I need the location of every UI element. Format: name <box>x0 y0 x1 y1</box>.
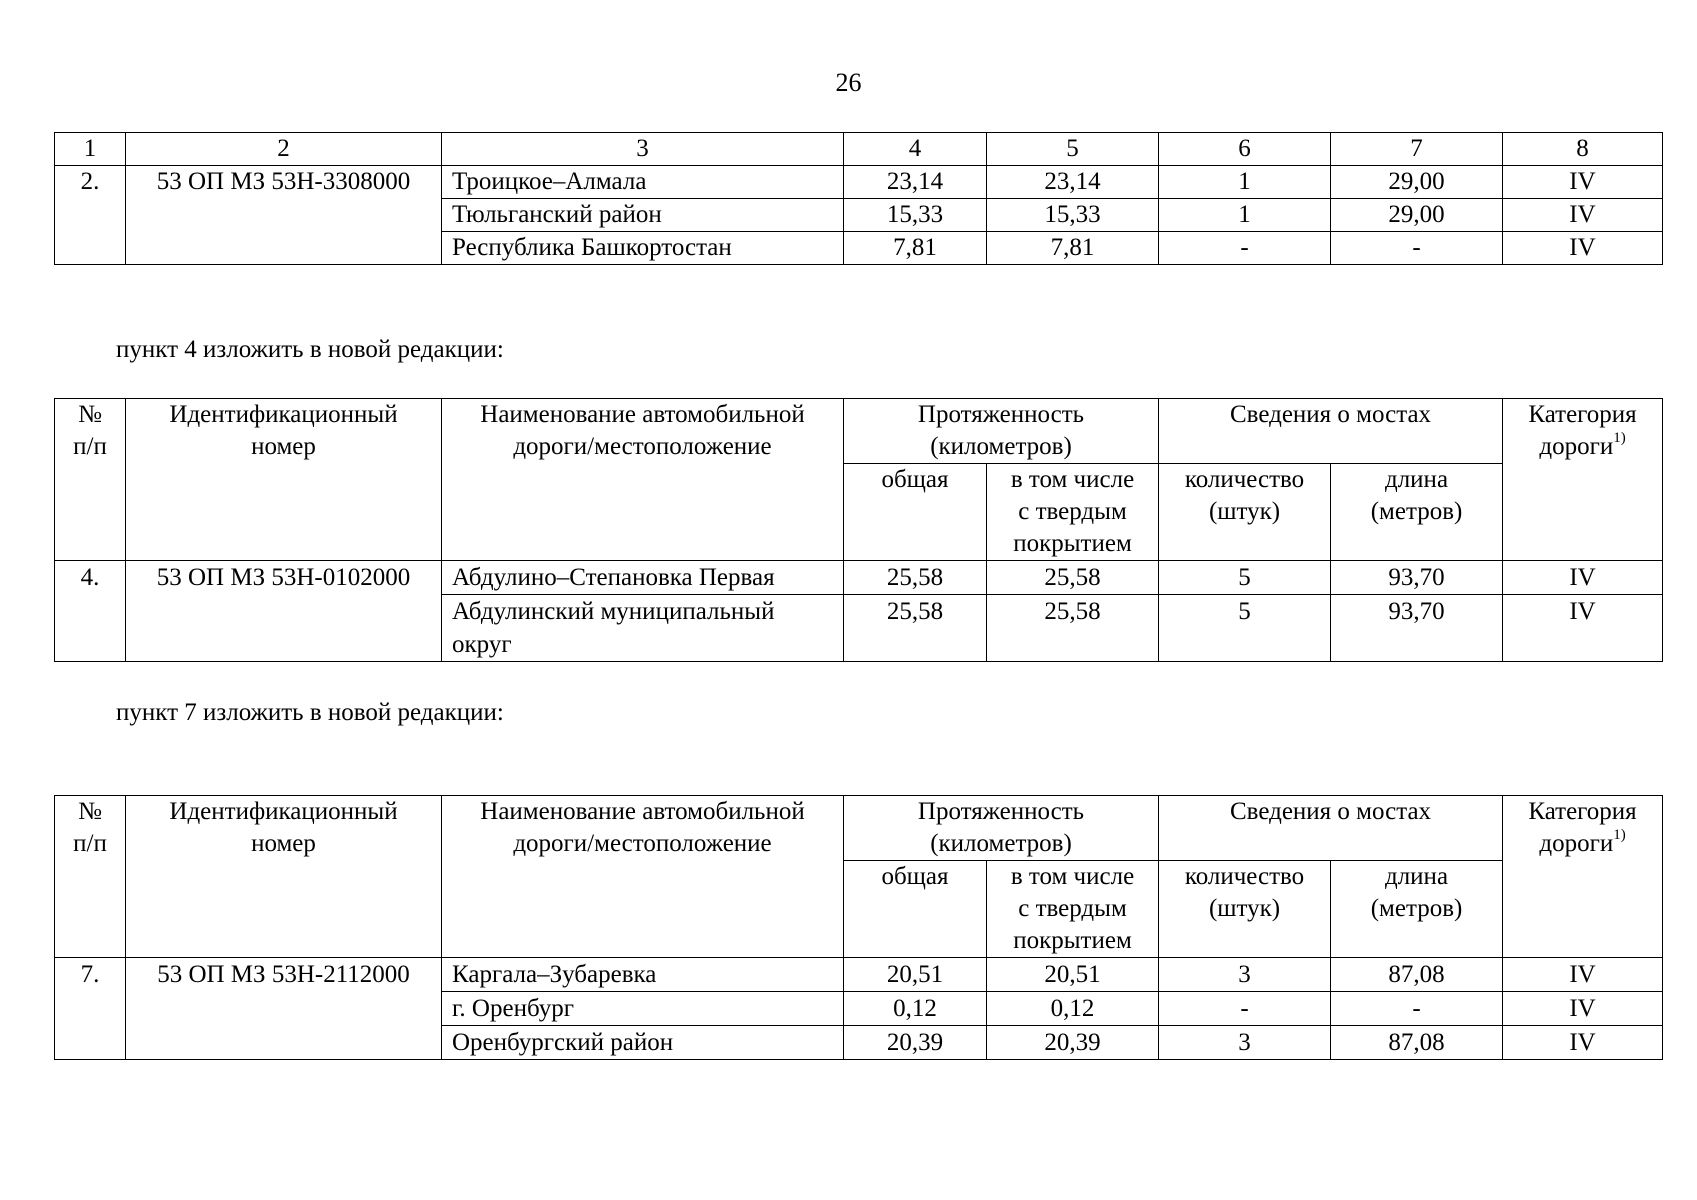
bridge-length: - <box>1331 232 1503 265</box>
col-number: 6 <box>1159 133 1331 166</box>
bridge-count: 3 <box>1159 958 1331 992</box>
col-number: 1 <box>55 133 126 166</box>
length-hard: 20,39 <box>987 1026 1159 1060</box>
header-row <box>55 796 1663 861</box>
road-name: Тюльганский район <box>442 199 844 232</box>
table-row <box>55 561 1663 595</box>
length-hard: 15,33 <box>987 199 1159 232</box>
header-number: № п/п <box>55 796 126 958</box>
length-total: 7,81 <box>844 232 987 265</box>
road-id: 53 ОП МЗ 53Н-2112000 <box>126 958 442 1060</box>
row-number: 2. <box>55 166 126 265</box>
row-number: 7. <box>55 958 126 1060</box>
col-number: 2 <box>126 133 442 166</box>
bridge-length: 93,70 <box>1331 561 1503 595</box>
header-length-total: общая <box>844 464 987 561</box>
table-row <box>55 958 1663 992</box>
header-bridge-length: длина (метров) <box>1331 861 1503 958</box>
length-hard: 7,81 <box>987 232 1159 265</box>
header-category: Категория дороги$^{1)}$ <box>1503 399 1663 561</box>
bridge-length: 87,08 <box>1331 1026 1503 1060</box>
bridge-count: 5 <box>1159 561 1331 595</box>
bridge-length: 87,08 <box>1331 958 1503 992</box>
road-category: IV <box>1503 1026 1663 1060</box>
header-category: Категория дороги$^{1)}$ <box>1503 796 1663 958</box>
bridge-length: - <box>1331 992 1503 1026</box>
road-name: Троицкое–Алмала <box>442 166 844 199</box>
table-row <box>55 166 1663 199</box>
bridge-count: - <box>1159 992 1331 1026</box>
header-id: Идентификационный номер <box>126 399 442 561</box>
header-length: Протяженность (километров) <box>844 399 1159 464</box>
length-hard: 23,14 <box>987 166 1159 199</box>
header-road-name: Наименование автомобильной дороги/местоположение <box>442 796 844 958</box>
instruction-point-4: пункт 4 изложить в новой редакции: <box>116 336 504 363</box>
road-category: IV <box>1503 992 1663 1026</box>
road-name: г. Оренбург <box>442 992 844 1026</box>
length-total: 20,51 <box>844 958 987 992</box>
road-name: Республика Башкортостан <box>442 232 844 265</box>
road-name: Каргала–Зубаревка <box>442 958 844 992</box>
instruction-point-7: пункт 7 изложить в новой редакции: <box>116 699 504 726</box>
road-category: IV <box>1503 958 1663 992</box>
road-name: Оренбургский район <box>442 1026 844 1060</box>
road-name: Абдулино–Степановка Первая <box>442 561 844 595</box>
road-category: IV <box>1503 561 1663 595</box>
road-category: IV <box>1503 166 1663 199</box>
table-road-4 <box>54 398 1663 662</box>
col-number: 3 <box>442 133 844 166</box>
road-id: 53 ОП МЗ 53Н-3308000 <box>126 166 442 265</box>
length-total: 25,58 <box>844 595 987 662</box>
road-category: IV <box>1503 199 1663 232</box>
table-road-7 <box>54 795 1663 1060</box>
bridge-count: 1 <box>1159 199 1331 232</box>
table-road-2 <box>54 132 1663 265</box>
header-bridges: Сведения о мостах <box>1159 399 1503 464</box>
road-category: IV <box>1503 595 1663 662</box>
header-bridges: Сведения о мостах <box>1159 796 1503 861</box>
header-road-name: Наименование автомобильной дороги/местоположение <box>442 399 844 561</box>
length-hard: 25,58 <box>987 561 1159 595</box>
bridge-count: 1 <box>1159 166 1331 199</box>
bridge-length: 93,70 <box>1331 595 1503 662</box>
header-id: Идентификационный номер <box>126 796 442 958</box>
header-bridge-length: длина (метров) <box>1331 464 1503 561</box>
bridge-count: 3 <box>1159 1026 1331 1060</box>
length-total: 25,58 <box>844 561 987 595</box>
col-number: 7 <box>1331 133 1503 166</box>
road-id: 53 ОП МЗ 53Н-0102000 <box>126 561 442 662</box>
length-total: 15,33 <box>844 199 987 232</box>
page-number: 26 <box>835 68 862 97</box>
header-length-hard: в том числе с твердым покрытием <box>987 861 1159 958</box>
length-total: 20,39 <box>844 1026 987 1060</box>
header-length-total: общая <box>844 861 987 958</box>
bridge-length: 29,00 <box>1331 199 1503 232</box>
length-hard: 0,12 <box>987 992 1159 1026</box>
bridge-count: - <box>1159 232 1331 265</box>
road-name: Абдулинский муниципальный округ <box>442 595 844 662</box>
bridge-count: 5 <box>1159 595 1331 662</box>
col-number: 4 <box>844 133 987 166</box>
bridge-length: 29,00 <box>1331 166 1503 199</box>
length-total: 23,14 <box>844 166 987 199</box>
header-row <box>55 399 1663 464</box>
header-number: № п/п <box>55 399 126 561</box>
col-number: 8 <box>1503 133 1663 166</box>
column-numbers-row <box>55 133 1663 166</box>
header-bridge-count: количество (штук) <box>1159 464 1331 561</box>
header-length-hard: в том числе с твердым покрытием <box>987 464 1159 561</box>
road-category: IV <box>1503 232 1663 265</box>
length-hard: 25,58 <box>987 595 1159 662</box>
col-number: 5 <box>987 133 1159 166</box>
row-number: 4. <box>55 561 126 662</box>
length-total: 0,12 <box>844 992 987 1026</box>
length-hard: 20,51 <box>987 958 1159 992</box>
header-length: Протяженность (километров) <box>844 796 1159 861</box>
header-bridge-count: количество (штук) <box>1159 861 1331 958</box>
